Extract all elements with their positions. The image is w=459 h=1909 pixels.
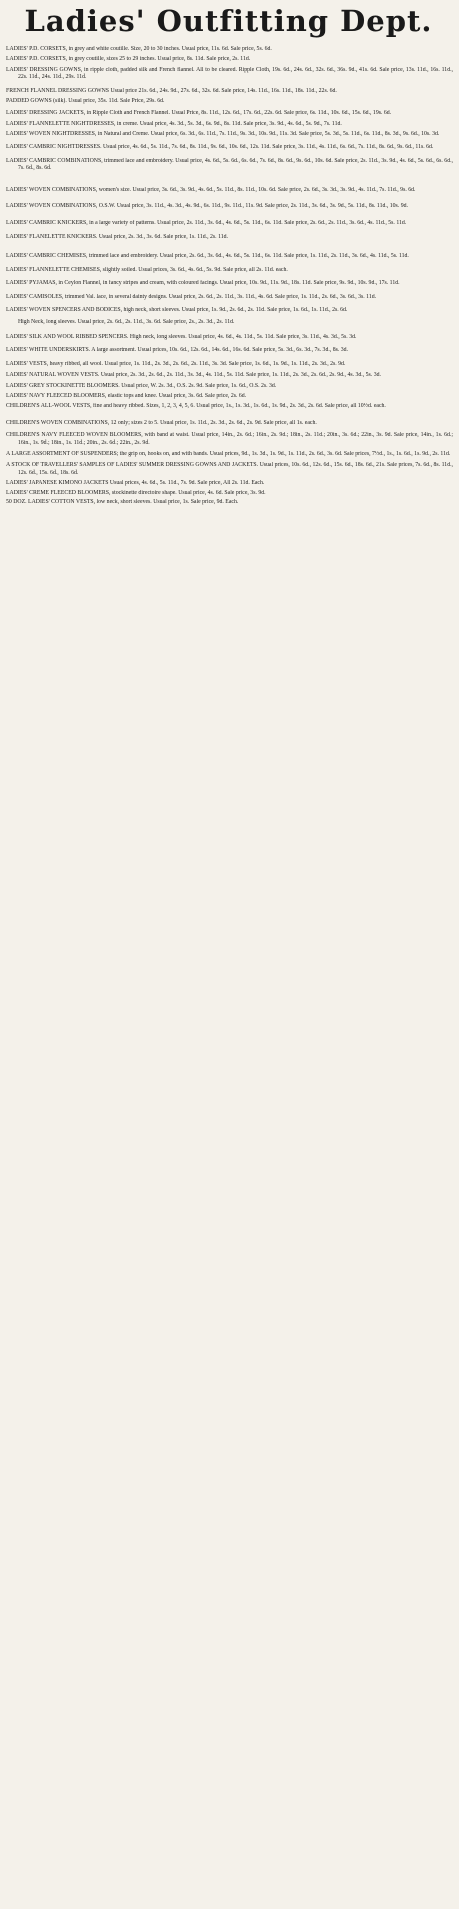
sale-item: LADIES' CAMBRIC COMBINATIONS, trimmed lace and embroidery. Usual price, 4s. 6d., 5s. 6d., 6s. 6d., 7s. 6d., 8s. 6d., 9s. 6d., 10s. 6d. Sale price, 2s. 11d., 3s. 9d., 4s. 6d., 5s. 6d., 6s. 6d., 7s. 6d., 8s. 6d.: [6, 158, 453, 172]
sale-item: LADIES' WHITE UNDERSKIRTS. A large assortment. Usual prices, 10s. 6d., 12s. 6d., 14s. 6d., 16s. 6d. Sale price, 5s. 3d., 6s. 3d., 7s. 3d., 8s. 3d.: [6, 347, 348, 354]
sale-item: LADIES' NATURAL WOVEN VESTS. Usual price, 2s. 3d., 2s. 6d., 2s. 11d., 3s. 3d., 4s. 11d., 5s. 11d. Sale price, 1s. 11d., 2s. 3d., 2s. 6d., 2s. 9d., 4s. 3d., 5s. 3d.: [6, 372, 381, 379]
sale-item: LADIES' P.D. CORSETS, in grey and white coutille. Size, 20 to 30 inches. Usual price, 11s. 6d. Sale price, 5s. 6d.: [6, 46, 272, 52]
sale-item: LADIES' P.D. CORSETS, in grey coutille, sizes 25 to 29 inches. Usual price, 8s. 11d. Sale price, 2s. 11d.: [6, 56, 251, 63]
sale-item: LADIES' DRESSING GOWNS, in ripple cloth, padded silk and French flannel. All to be cleared. Ripple Cloth, 19s. 6d., 24s. 6d., 32s. 6d., 36s. 9d., 41s. 6d. Sale price, 13s. 11d., 16s. 11d., 22s. 11d., 24s. 11d., 29s. 11d.: [6, 66, 453, 81]
sale-item: LADIES' PYJAMAS, in Ceylon Flannel, in fancy stripes and cream, with coloured facings. Usual price, 10s. 9d., 11s. 9d., 18s. 11d. Sale price, 9s. 9d., 10s. 9d., 17s. 11d.: [6, 280, 400, 287]
sale-item: LADIES' WOVEN SPENCERS AND BODICES, high neck, short sleeves. Usual price, 1s. 9d., 2s. 6d., 2s. 11d. Sale price, 1s. 6d., 1s. 11d., 2s. 6d.: [6, 307, 348, 314]
sale-item: LADIES' VESTS, heavy ribbed, all wool. Usual price, 1s. 11d., 2s. 3d., 2s. 6d., 2s. 11d., 3s. 3d. Sale price, 1s. 6d., 1s. 9d., 1s. 11d., 2s. 3d., 2s. 9d.: [6, 360, 346, 367]
sale-item: FRENCH FLANNEL DRESSING GOWNS Usual price 21s. 6d., 24s. 9d., 27s. 6d., 32s. 6d. Sale price, 14s. 11d., 16s. 11d., 18s. 11d., 22s. 6d.: [6, 87, 337, 94]
sale-item: 50 DOZ. LADIES' COTTON VESTS, low neck, short sleeves. Usual price, 1s. Sale price, 9d. Each.: [6, 499, 239, 506]
item-list: [4, 46, 453, 506]
sale-item: High Neck, long sleeves. Usual price, 2s. 6d., 2s. 11d., 3s. 6d. Sale price, 2s., 2s. 3d., 2s. 11d.: [18, 318, 235, 325]
sale-item: LADIES' JAPANESE KIMONO JACKETS Usual prices, 4s. 6d., 5s. 11d., 7s. 9d. Sale price, All 2s. 11d. Each.: [6, 480, 265, 487]
sale-item: LADIES' SILK AND WOOL RIBBED SPENCERS. High neck, long sleeves. Usual price, 4s. 6d., 4s. 11d., 5s. 11d. Sale price, 3s. 11d., 4s. 3d., 5s. 3d.: [6, 333, 357, 340]
sale-item: LADIES' WOVEN NIGHTDRESSES, in Natural and Creme. Usual price, 6s. 3d., 6s. 11d., 7s. 11d., 9s. 3d., 10s. 9d., 11s. 3d. Sale price, 5s. 3d., 5s. 11d., 6s. 11d., 8s. 3d., 9s. 6d., 10s. 3d.: [6, 131, 440, 138]
sale-item: LADIES' NAVY FLEECED BLOOMERS, elastic tops and knee. Usual price, 3s. 6d. Sale price, 2s. 6d.: [6, 392, 247, 399]
sale-item: LADIES' WOVEN COMBINATIONS, women's size. Usual price, 3s. 6d., 3s. 9d., 4s. 6d., 5s. 11d., 8s. 11d., 10s. 6d. Sale price, 2s. 6d., 3s. 3d., 3s. 9d., 4s. 11d., 7s. 11d., 9s. 6d.: [6, 186, 416, 193]
sale-item: LADIES' FLANNELETTE CHEMISES, slightly soiled. Usual prices, 3s. 6d., 4s. 6d., 5s. 9d. Sale price, all 2s. 11d. each.: [6, 266, 288, 273]
sale-item: CHILDREN'S ALL-WOOL VESTS, fine and heavy ribbed. Sizes, 1, 2, 3, 4, 5, 6. Usual price, 1s., 1s. 3d., 1s. 6d., 1s. 9d., 2s. 3d., 2s. 6d. Sale price, all 10½d. each.: [6, 403, 386, 410]
sale-item: LADIES' GREY STOCKINETTE BLOOMERS. Usual price, W. 2s. 3d., O.S. 2s. 9d. Sale price, 1s. 6d., O.S. 2s. 3d.: [6, 382, 277, 389]
sale-item: LADIES' FLANELETTE KNICKERS. Usual price, 2s. 3d., 3s. 6d. Sale price, 1s. 11d., 2s. 11d.: [6, 234, 228, 241]
sale-item: LADIES' CREME FLEECED BLOOMERS, stockinette directoire shape. Usual price, 4s. 6d. Sale price, 3s. 9d.: [6, 489, 266, 496]
sale-item: LADIES' WOVEN COMBINATIONS, O.S.W. Usual price, 3s. 11d., 4s. 3d., 4s. 9d., 6s. 11d., 9s. 11d., 11s. 9d. Sale price, 2s. 11d., 3s. 6d., 3s. 9d., 5s. 11d., 8s. 11d., 10s. 9d.: [6, 203, 408, 210]
sale-item: LADIES' CAMBRIC CHEMISES, trimmed lace and embroidery. Usual price, 2s. 6d., 3s. 6d., 4s. 6d., 5s. 11d., 6s. 11d. Sale price, 1s. 11d., 2s. 11d., 3s. 6d., 4s. 11d., 5s. 11d.: [6, 252, 409, 259]
sale-item: LADIES' FLANNELETTE NIGHTDRESSES, in creme. Usual price, 4s. 3d., 5s. 3d., 6s. 9d., 8s. 11d. Sale price, 3s. 9d., 4s. 6d., 5s. 9d., 7s. 11d.: [6, 120, 342, 127]
sale-item: LADIES' DRESSING JACKETS, in Ripple Cloth and French Flannel. Usual Price, 8s. 11d., 12s. 6d., 17s. 6d., 22s. 6d. Sale price, 6s. 11d., 10s. 6d., 15s. 6d., 19s. 6d.: [6, 110, 392, 117]
sale-item: LADIES' CAMBRIC NIGHTDRESSES. Usual price, 4s. 6d., 5s. 11d., 7s. 6d., 8s. 11d., 9s. 6d., 10s. 6d., 12s. 11d. Sale price, 3s. 11d., 4s. 11d., 6s. 6d., 7s. 11d., 8s. 6d., 9s. 6d., 11s. 6d.: [6, 143, 434, 150]
sale-item: LADIES' CAMISOLES, trimmed Val. lace, in several dainty designs. Usual price, 2s. 6d., 2s. 11d., 3s. 11d., 4s. 6d. Sale price, 1s. 11d., 2s. 6d., 3s. 6d., 3s. 11d.: [6, 293, 377, 300]
sale-item: PADDED GOWNS (silk). Usual price, 35s. 11d. Sale Price, 29s. 6d.: [6, 98, 165, 105]
sale-item: LADIES' CAMBRIC KNICKERS, in a large variety of patterns. Usual price, 2s. 11d., 3s. 6d., 4s. 6d., 5s. 11d., 6s. 11d. Sale price, 2s. 6d., 2s. 11d., 3s. 6d., 4s. 11d., 5s. 11d.: [6, 219, 407, 226]
sale-item: A STOCK OF TRAVELLERS' SAMPLES OF LADIES' SUMMER DRESSING GOWNS AND JACKETS. Usual prices, 10s. 6d., 12s. 6d., 15s. 6d., 18s. 6d., 21s. Sale prices, 7s. 6d., 8s. 11d., 12s. 6d., 15s. 6d., 18s. 6d.: [6, 462, 453, 476]
sale-item: CHILDREN'S WOVEN COMBINATIONS, 12 only; sizes 2 to 5. Usual price, 1s. 11d., 2s. 3d., 2s. 6d., 2s. 9d. Sale price, all 1s. each.: [6, 419, 317, 426]
sale-item: CHILDREN'S NAVY FLEECED WOVEN BLOOMERS, with band at waist. Usual price, 14in., 2s. 6d.; 16in., 2s. 9d.; 18in., 2s. 11d.; 20in., 3s. 6d.; 22in., 3s. 9d. Sale price, 14in., 1s. 6d.; 16in., 1s. 9d.; 18in., 1s. 11d.; 20in., 2s. 6d.; 22in., 2s. 9d.: [6, 432, 453, 446]
sale-item: A LARGE ASSORTMENT OF SUSPENDERS; the grip on, hooks on, and with bands. Usual prices, 9d., 1s. 3d., 1s. 9d., 1s. 11d., 2s. 6d., 3s. 6d. Sale prices, 7½d., 1s., 1s. 6d., 1s. 9d., 2s. 11d.: [6, 451, 451, 457]
department-heading: Ladies' Outfitting Dept.: [24, 4, 433, 38]
